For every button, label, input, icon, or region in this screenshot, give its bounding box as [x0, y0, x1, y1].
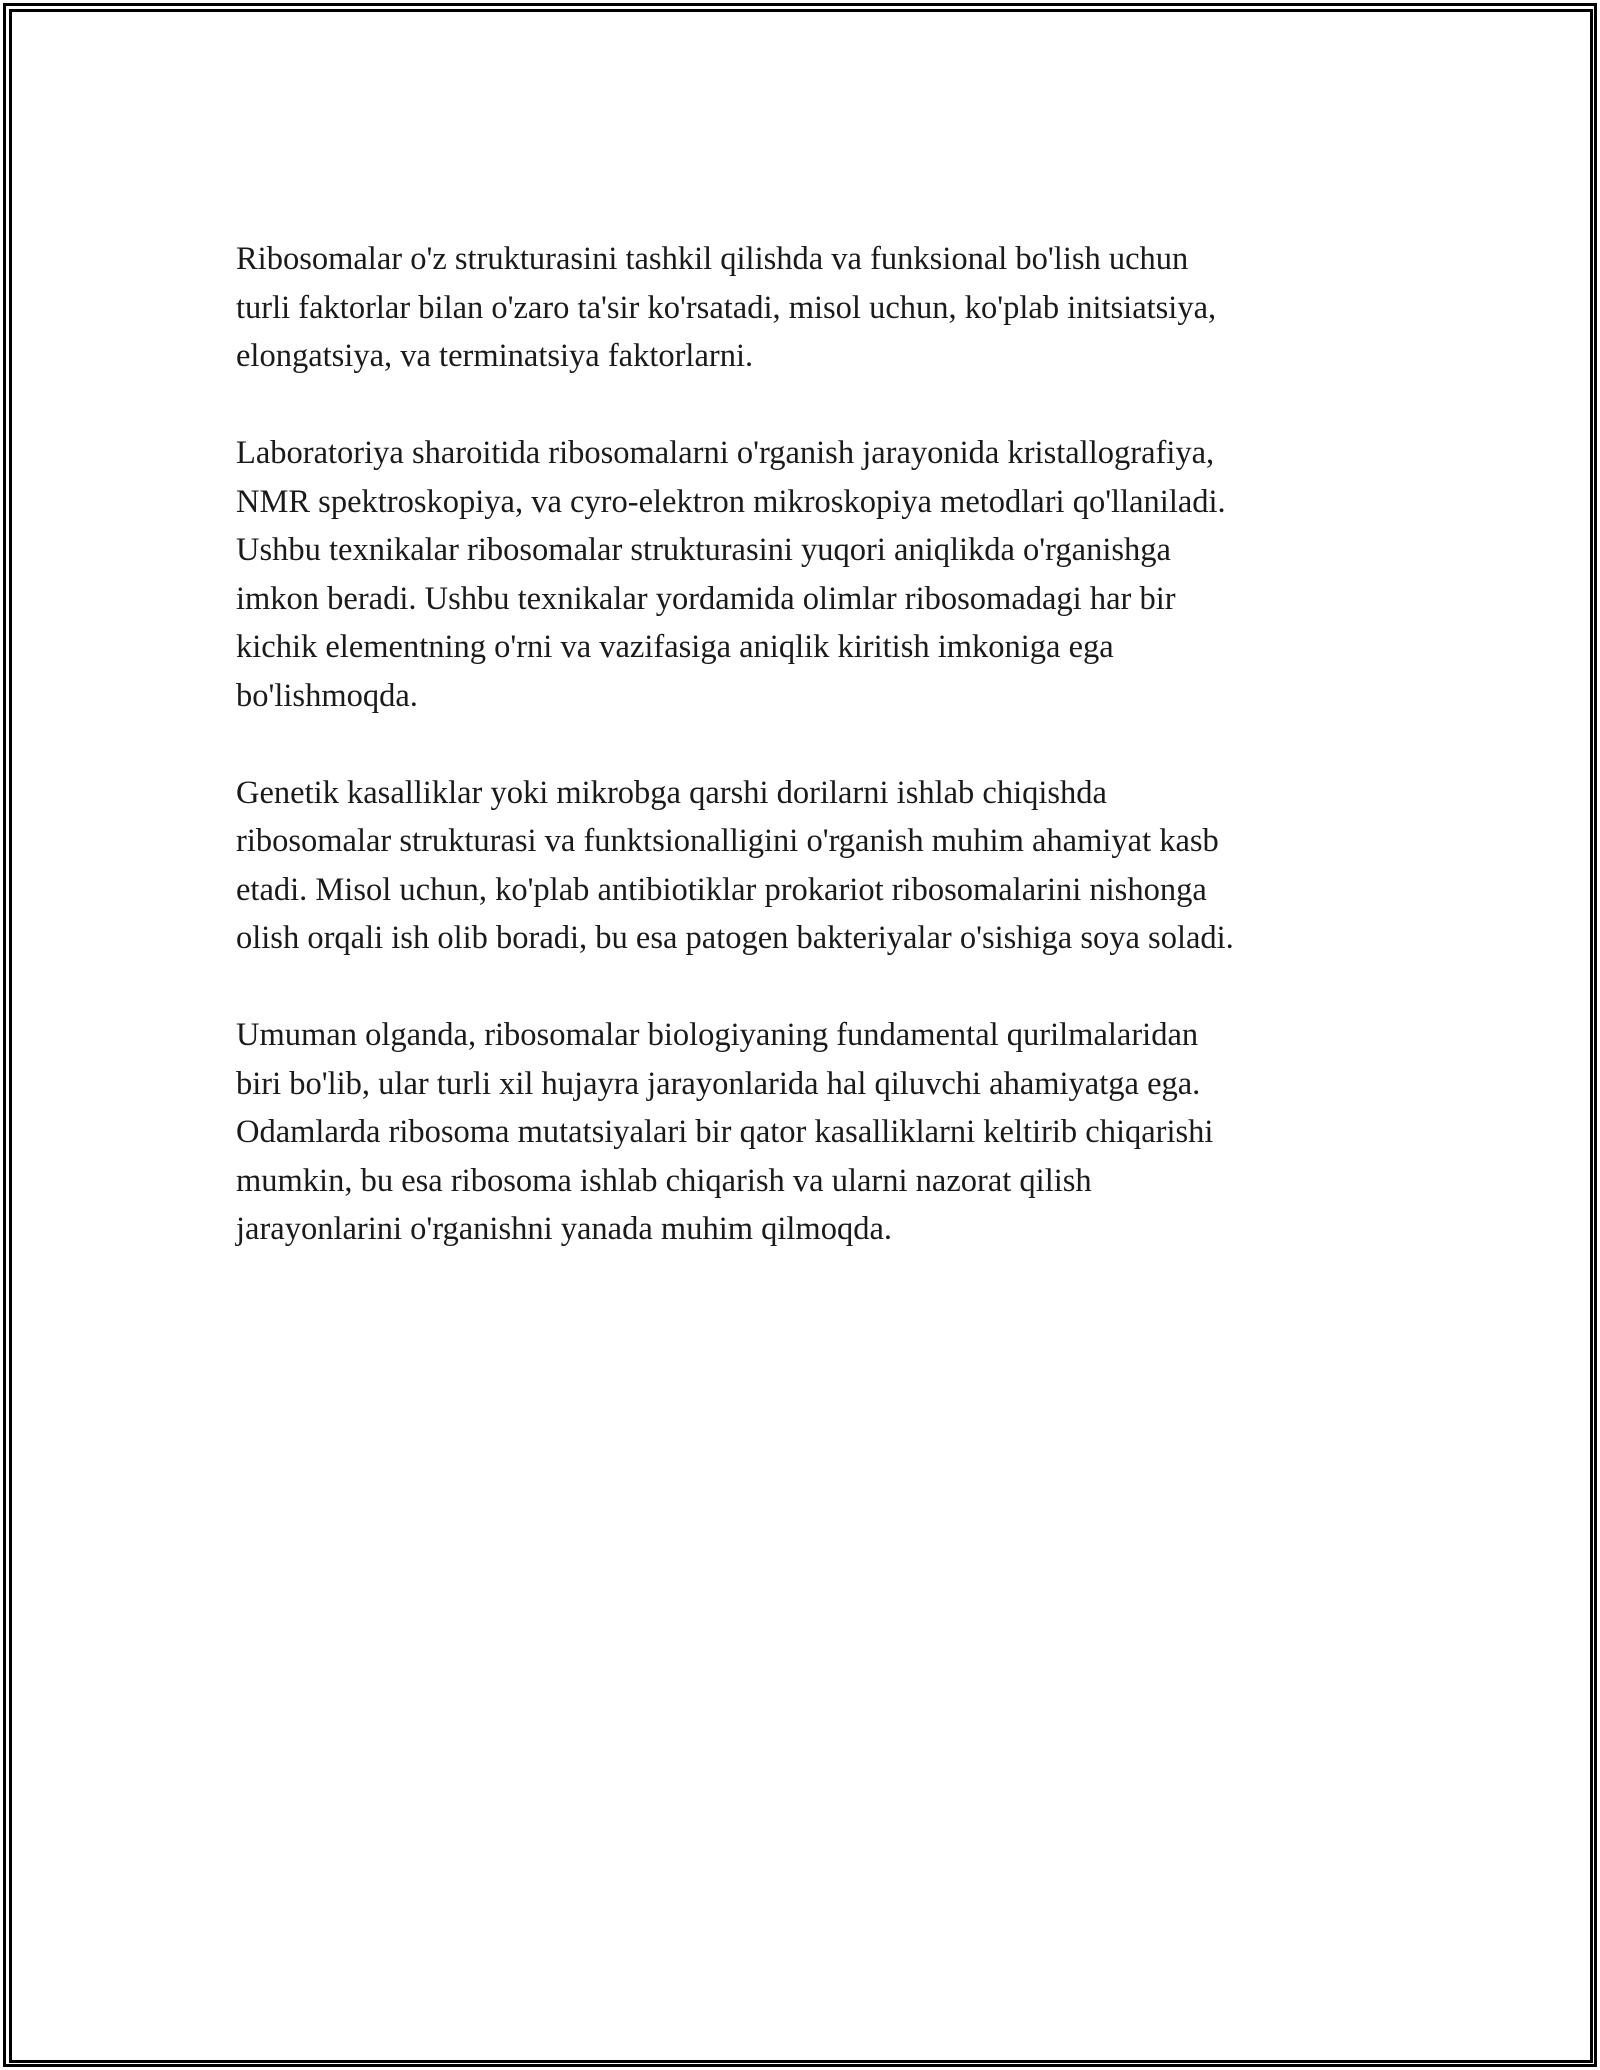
text-line: etadi. Misol uchun, ko'plab antibiotiklar prokariot ribosomalarini nishonga	[236, 871, 1207, 908]
text-line: ribosomalar strukturasi va funktsionalligini o'rganish muhim ahamiyat kasb	[236, 823, 1219, 859]
text-line: Ushbu texnikalar ribosomalar strukturasini yuqori aniqlikda o'rganishga	[236, 532, 1171, 568]
text-line: jarayonlarini o'rganishni yanada muhim qilmoqda.	[236, 1211, 893, 1247]
text-line: Ribosomalar o'z strukturasini tashkil qilishda va funksional bo'lish uchun	[236, 241, 1189, 277]
text-line: bo'lishmoqda.	[236, 677, 418, 714]
text-line: kichik elementning o'rni va vazifasiga aniqlik kiritish imkoniga ega	[236, 629, 1114, 665]
text-line: Genetik kasalliklar yoki mikrobga qarshi dorilarni ishlab chiqishda	[236, 774, 1107, 811]
document-body	[236, 235, 1376, 1302]
paragraph-4	[236, 1011, 1376, 1254]
text-line: turli faktorlar bilan o'zaro ta'sir ko'rsatadi, misol uchun, ko'plab initsiatsiya,	[236, 289, 1217, 326]
text-line: Odamlarda ribosoma mutatsiyalari bir qator kasalliklarni keltirib chiqarishi	[236, 1114, 1214, 1150]
paragraph-3	[236, 769, 1376, 963]
text-line: olish orqali ish olib boradi, bu esa patogen bakteriyalar o'sishiga soya soladi.	[236, 920, 1234, 956]
text-line: mumkin, bu esa ribosoma ishlab chiqarish va ularni nazorat qilish	[236, 1162, 1092, 1199]
paragraph-1	[236, 235, 1376, 381]
text-line: Umuman olganda, ribosomalar biologiyaning fundamental qurilmalaridan	[236, 1017, 1199, 1053]
text-line: Laboratoriya sharoitida ribosomalarni o'rganish jarayonida kristallografiya,	[236, 435, 1215, 471]
text-line: NMR spektroskopiya, va cyro-elektron mikroskopiya metodlari qo'llaniladi.	[236, 483, 1226, 520]
text-line: elongatsiya, va terminatsiya faktorlarni.	[236, 338, 754, 374]
paragraph-2	[236, 429, 1376, 720]
text-line: imkon beradi. Ushbu texnikalar yordamida olimlar ribosomadagi har bir	[236, 580, 1176, 617]
text-line: biri bo'lib, ular turli xil hujayra jarayonlarida hal qiluvchi ahamiyatga ega.	[236, 1065, 1201, 1102]
